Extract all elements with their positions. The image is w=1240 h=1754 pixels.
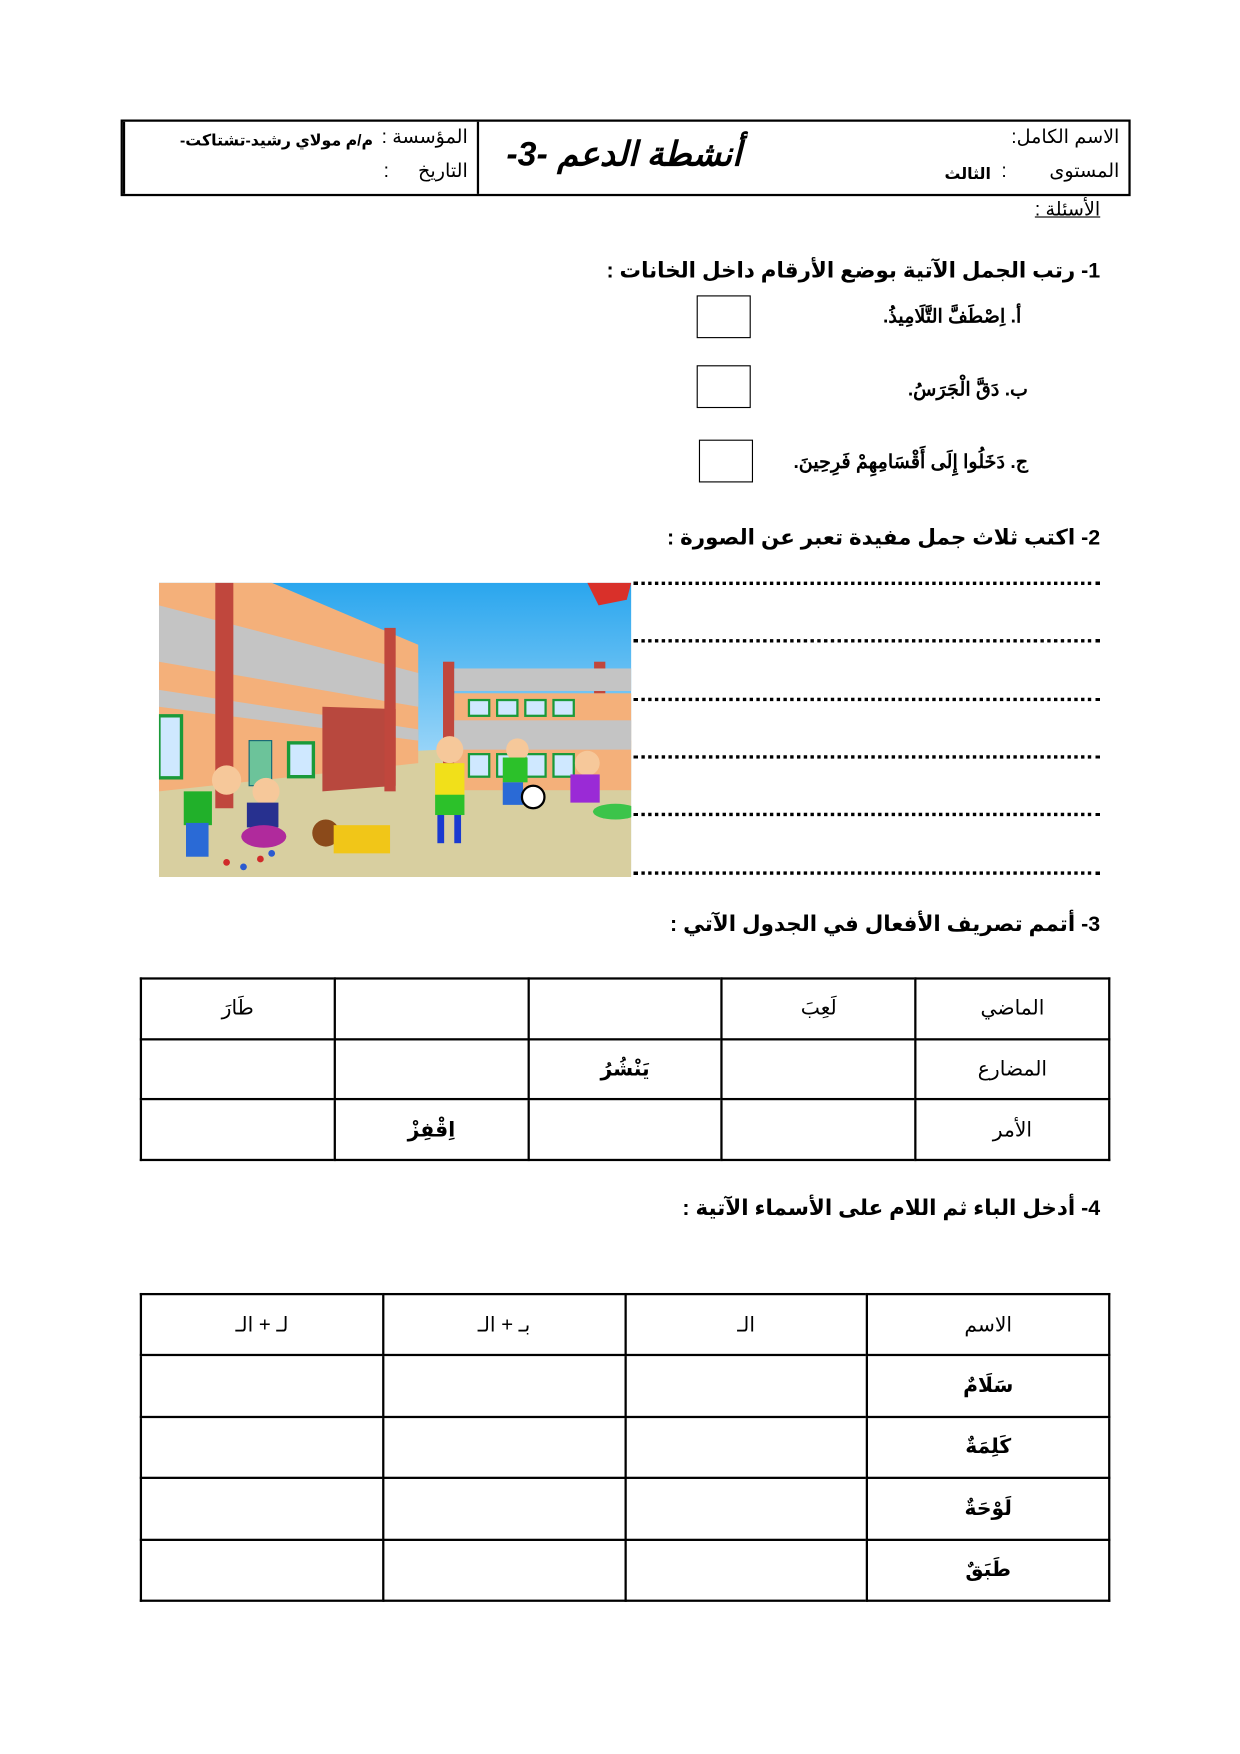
answer-cell[interactable]: [383, 1417, 625, 1478]
q1-item-a: أ. اِصْطَفَّ التَّلَامِيذُ.: [883, 305, 1022, 327]
level-separator: :: [1001, 160, 1007, 182]
level-label: المستوى: [1049, 160, 1120, 182]
school-value: م/م مولاي رشيد-تشتاكت-: [180, 130, 374, 149]
date-label: التاريخ: [418, 160, 468, 182]
column-header: الاسم: [867, 1294, 1109, 1355]
noun-cell: سَلَامٌ: [867, 1355, 1109, 1416]
worksheet-title: أنشطة الدعم -3-: [506, 136, 742, 174]
table-cell: الماضي: [916, 978, 1110, 1038]
table-cell[interactable]: [141, 1039, 335, 1099]
table-cell[interactable]: طَارَ: [141, 978, 335, 1038]
answer-cell[interactable]: [141, 1539, 383, 1600]
q1-answer-box-c[interactable]: [699, 440, 753, 483]
answer-line-6[interactable]: [634, 871, 1101, 874]
table-row: [141, 978, 1109, 1038]
table-header-row: [141, 1294, 1109, 1355]
verb-conjugation-table: [140, 977, 1111, 1161]
answer-line-2[interactable]: [634, 639, 1101, 642]
answer-cell[interactable]: [141, 1417, 383, 1478]
answer-cell[interactable]: [383, 1355, 625, 1416]
date-separator: :: [383, 160, 389, 182]
header-title-cell: [477, 122, 769, 194]
table-cell[interactable]: لَعِبَ: [722, 978, 916, 1038]
table-cell[interactable]: [722, 1099, 916, 1160]
answer-cell[interactable]: [141, 1478, 383, 1539]
full-name-label: الاسم الكامل:: [1011, 126, 1120, 148]
article-preposition-table: [140, 1293, 1111, 1602]
table-cell[interactable]: [528, 978, 722, 1038]
answer-cell[interactable]: [625, 1355, 867, 1416]
answer-cell[interactable]: [625, 1417, 867, 1478]
answer-cell[interactable]: [625, 1539, 867, 1600]
questions-label: الأسئلة :: [1034, 198, 1101, 220]
table-row: [141, 1099, 1109, 1160]
noun-cell: كَلِمَةٌ: [867, 1417, 1109, 1478]
answer-cell[interactable]: [141, 1355, 383, 1416]
table-cell: المضارع: [916, 1039, 1110, 1099]
table-row: [141, 1417, 1109, 1478]
q1-item-c: ج. دَخَلُوا إِلَى أَقْسَامِهِمْ فَرِحِينَ.: [793, 450, 1029, 473]
table-cell: الأمر: [916, 1099, 1110, 1160]
q3-title: 3- أتمم تصريف الأفعال في الجدول الآتي :: [669, 913, 1101, 937]
table-cell[interactable]: [335, 978, 529, 1038]
table-cell[interactable]: [722, 1039, 916, 1099]
q1-answer-box-b[interactable]: [697, 365, 751, 408]
answer-cell[interactable]: [625, 1478, 867, 1539]
q1-item-b: ب. دَقَّ الْجَرَسُ.: [907, 378, 1029, 401]
noun-cell: لَوْحَةٌ: [867, 1478, 1109, 1539]
header-table: [121, 119, 1131, 196]
column-header: لـ + الـ: [141, 1294, 383, 1355]
answer-line-3[interactable]: [634, 698, 1101, 701]
table-row: [141, 1539, 1109, 1600]
q2-title: 2- اكتب ثلاث جمل مفيدة تعبر عن الصورة :: [667, 526, 1101, 551]
column-header: بـ + الـ: [383, 1294, 625, 1355]
schoolyard-illustration: [159, 583, 631, 877]
q1-answer-box-a[interactable]: [697, 295, 751, 338]
answer-cell[interactable]: [383, 1539, 625, 1600]
table-row: [141, 1039, 1109, 1099]
table-cell[interactable]: اِقْفِزْ: [335, 1099, 529, 1160]
table-cell[interactable]: [528, 1099, 722, 1160]
header-student-cell: [769, 122, 1129, 194]
column-header: الـ: [625, 1294, 867, 1355]
level-value: الثالث: [944, 164, 991, 183]
answer-line-1[interactable]: [634, 582, 1101, 585]
table-row: [141, 1355, 1109, 1416]
header-school-cell: [123, 122, 477, 194]
q1-title: 1- رتب الجمل الآتية بوضع الأرقام داخل الخانات :: [606, 259, 1101, 283]
table-cell[interactable]: [335, 1039, 529, 1099]
table-cell[interactable]: يَنْشُرُ: [528, 1039, 722, 1099]
table-cell[interactable]: [141, 1099, 335, 1160]
school-label: المؤسسة :: [381, 126, 468, 148]
table-row: [141, 1478, 1109, 1539]
answer-line-4[interactable]: [634, 755, 1101, 758]
noun-cell: طَبَقٌ: [867, 1539, 1109, 1600]
q4-title: 4- أدخل الباء ثم اللام على الأسماء الآتية :: [682, 1197, 1101, 1221]
answer-cell[interactable]: [383, 1478, 625, 1539]
answer-line-5[interactable]: [634, 813, 1101, 816]
